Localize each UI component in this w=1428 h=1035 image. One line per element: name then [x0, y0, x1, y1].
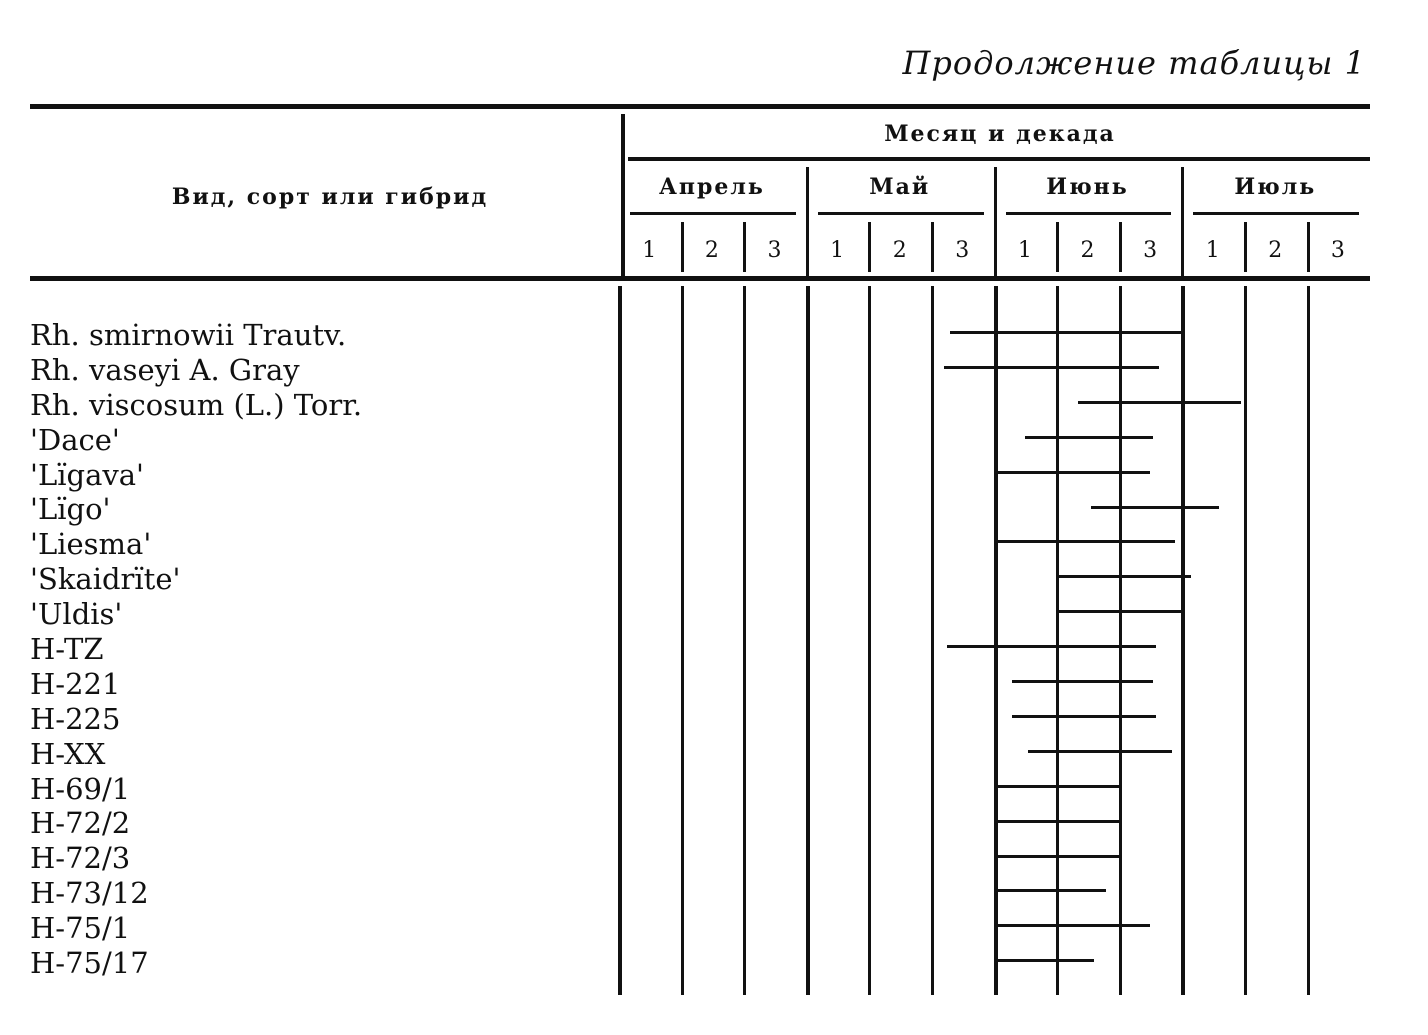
- decade-divider-header: [743, 222, 746, 272]
- decade-divider: [931, 286, 934, 995]
- month-underline: [1193, 212, 1359, 215]
- flowering-bar: [944, 366, 1160, 369]
- decade-divider: [868, 286, 871, 995]
- top-rule: [30, 104, 1370, 109]
- decade-label: 2: [1080, 238, 1095, 263]
- decade-label: 3: [1330, 238, 1345, 263]
- row-label: 'Skaidrïte': [30, 562, 181, 597]
- row-labels: [30, 318, 362, 981]
- table-caption: Продолжение таблицы 1: [902, 44, 1366, 82]
- decade-label: 1: [1017, 238, 1032, 263]
- decade-divider: [1307, 286, 1310, 995]
- decade-label: 3: [955, 238, 970, 263]
- row-label: 'Dace': [30, 422, 120, 457]
- row-label: H-75/17: [30, 946, 149, 981]
- month-divider: [618, 286, 622, 995]
- column-header: Вид, сорт или гибрид: [171, 184, 489, 210]
- flowering-bar: [994, 855, 1119, 858]
- decade-divider: [681, 286, 684, 995]
- row-label: Rh. viscosum (L.) Torr.: [30, 387, 363, 422]
- row-label: H-75/1: [30, 911, 131, 946]
- decade-divider-header: [1244, 222, 1247, 272]
- month-header: Июнь: [1046, 174, 1129, 200]
- flowering-bar: [950, 331, 1182, 334]
- month-underline: [630, 212, 796, 215]
- row-label: H-XX: [30, 736, 106, 771]
- flowering-bar: [947, 645, 1157, 648]
- flowering-bar: [994, 785, 1119, 788]
- row-label: H-221: [30, 666, 121, 701]
- period-header: Месяц и декада: [884, 121, 1116, 147]
- decade-label: 2: [1268, 238, 1283, 263]
- flowering-bar: [1056, 575, 1191, 578]
- period-header-rule: [628, 157, 1370, 161]
- decade-label: 2: [704, 238, 719, 263]
- month-divider-header: [806, 167, 809, 276]
- row-label: H-TZ: [30, 632, 104, 667]
- decade-divider: [1244, 286, 1247, 995]
- row-label: H-72/2: [30, 806, 131, 841]
- flowering-bar: [1028, 750, 1172, 753]
- month-underline: [1006, 212, 1172, 215]
- decade-label: 1: [1205, 238, 1220, 263]
- header-bottom-rule: [30, 276, 1370, 281]
- decade-label: 2: [892, 238, 907, 263]
- row-label: Rh. vaseyi A. Gray: [30, 352, 300, 387]
- flowering-bar: [994, 471, 1151, 474]
- month-header: Апрель: [658, 174, 765, 200]
- month-divider: [806, 286, 810, 995]
- row-label: 'Liesma': [30, 527, 152, 562]
- month-divider: [1181, 286, 1185, 995]
- decade-divider-header: [681, 222, 684, 272]
- flowering-bar: [994, 540, 1176, 543]
- row-label: H-73/12: [30, 876, 149, 911]
- decade-divider-header: [931, 222, 934, 272]
- flowering-bar: [1012, 680, 1153, 683]
- decade-divider-header: [1119, 222, 1122, 272]
- flowering-bar: [994, 959, 1094, 962]
- flowering-bar: [994, 924, 1151, 927]
- flowering-bar: [1056, 610, 1181, 613]
- decade-divider: [743, 286, 746, 995]
- row-label: 'Lïgo': [30, 492, 111, 527]
- decade-label: 1: [642, 238, 657, 263]
- row-label: 'Lïgava': [30, 457, 145, 492]
- flowering-bar: [1078, 401, 1241, 404]
- flowering-bar: [994, 820, 1122, 823]
- flowering-bar: [1025, 436, 1153, 439]
- flowering-bar: [1091, 506, 1219, 509]
- decade-label: 3: [767, 238, 782, 263]
- row-label: H-72/3: [30, 841, 131, 876]
- flowering-bar: [1012, 715, 1156, 718]
- flowering-bar: [994, 889, 1107, 892]
- decade-divider-header: [1307, 222, 1310, 272]
- decade-label: 1: [830, 238, 845, 263]
- decade-divider: [1119, 286, 1122, 995]
- month-header: Июль: [1234, 174, 1317, 200]
- month-header: Май: [869, 174, 931, 200]
- row-label: H-225: [30, 701, 121, 736]
- decade-label: 3: [1143, 238, 1158, 263]
- decade-divider-header: [1056, 222, 1059, 272]
- month-divider-header: [994, 167, 997, 276]
- decade-divider-header: [868, 222, 871, 272]
- month-underline: [818, 212, 984, 215]
- row-label: 'Uldis': [30, 597, 123, 632]
- row-label: Rh. smirnowii Trautv.: [30, 318, 347, 352]
- row-label: H-69/1: [30, 771, 131, 806]
- month-divider-header: [1181, 167, 1184, 276]
